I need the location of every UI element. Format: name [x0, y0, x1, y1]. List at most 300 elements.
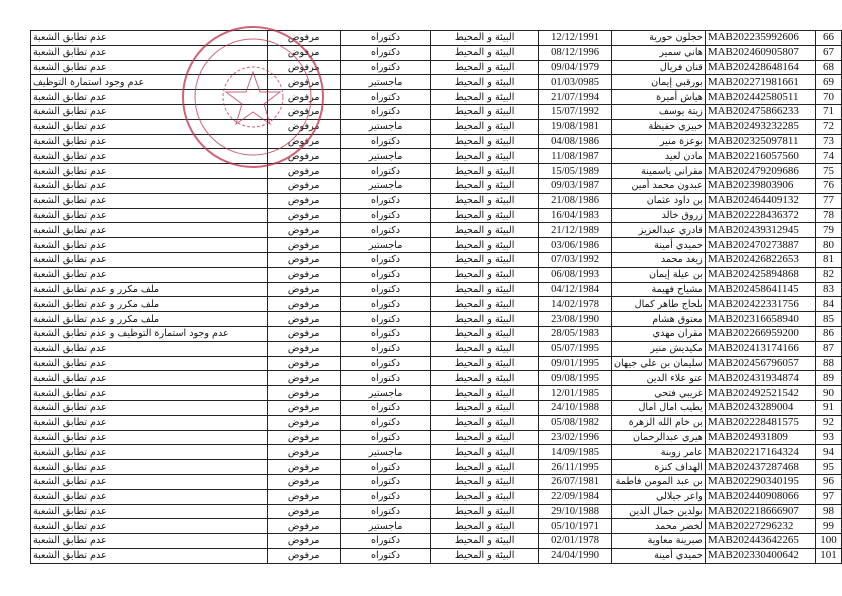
note-cell: عدم تطابق الشعبة	[31, 252, 268, 267]
table-row	[31, 238, 842, 253]
specialty-cell: البيئة و المحيط	[431, 178, 539, 193]
degree-cell: دكتوراه	[340, 282, 430, 297]
note-cell: عدم تطابق الشعبة	[31, 386, 268, 401]
row-number-cell: 100	[815, 534, 841, 549]
table-row	[31, 430, 842, 445]
note-cell: عدم تطابق الشعبة	[31, 45, 268, 60]
specialty-cell: البيئة و المحيط	[431, 149, 539, 164]
birth-date-cell: 19/08/1981	[539, 119, 612, 134]
decision-cell: مرفوض	[267, 297, 340, 312]
birth-date-cell: 22/09/1984	[539, 489, 612, 504]
table-row	[31, 474, 842, 489]
note-cell: عدم تطابق الشعبة	[31, 267, 268, 282]
file-code-cell: MAB202218666907	[705, 504, 815, 519]
name-cell: مقراني ياسمينة	[611, 164, 705, 179]
row-number-cell: 79	[815, 223, 841, 238]
row-number-cell: 70	[815, 90, 841, 105]
specialty-cell: البيئة و المحيط	[431, 312, 539, 327]
specialty-cell: البيئة و المحيط	[431, 193, 539, 208]
decision-cell: مرفوض	[267, 119, 340, 134]
name-cell: مكيديش منير	[611, 341, 705, 356]
table-row	[31, 90, 842, 105]
decision-cell: مرفوض	[267, 45, 340, 60]
file-code-cell: MAB202422331756	[705, 297, 815, 312]
name-cell: لخضر محمد	[611, 519, 705, 534]
note-cell: عدم تطابق الشعبة	[31, 90, 268, 105]
name-cell: زيغد محمد	[611, 252, 705, 267]
birth-date-cell: 09/03/1987	[539, 178, 612, 193]
row-number-cell: 66	[815, 31, 841, 46]
table-row	[31, 341, 842, 356]
row-number-cell: 99	[815, 519, 841, 534]
table-row	[31, 548, 842, 563]
note-cell: عدم تطابق الشعبة	[31, 178, 268, 193]
birth-date-cell: 23/02/1996	[539, 430, 612, 445]
birth-date-cell: 21/12/1989	[539, 223, 612, 238]
note-cell: عدم تطابق الشعبة	[31, 104, 268, 119]
decision-cell: مرفوض	[267, 252, 340, 267]
degree-cell: دكتوراه	[340, 534, 430, 549]
note-cell: عدم تطابق الشعبة	[31, 134, 268, 149]
specialty-cell: البيئة و المحيط	[431, 252, 539, 267]
decision-cell: مرفوض	[267, 31, 340, 46]
row-number-cell: 94	[815, 445, 841, 460]
degree-cell: دكتوراه	[340, 193, 430, 208]
decision-cell: مرفوض	[267, 75, 340, 90]
specialty-cell: البيئة و المحيط	[431, 548, 539, 563]
table-row	[31, 45, 842, 60]
row-number-cell: 96	[815, 474, 841, 489]
decision-cell: مرفوض	[267, 548, 340, 563]
decision-cell: مرفوض	[267, 489, 340, 504]
decision-cell: مرفوض	[267, 341, 340, 356]
file-code-cell: MAB202216057560	[705, 149, 815, 164]
table-row	[31, 208, 842, 223]
birth-date-cell: 12/12/1991	[539, 31, 612, 46]
specialty-cell: البيئة و المحيط	[431, 460, 539, 475]
file-code-cell: MAB202228436372	[705, 208, 815, 223]
row-number-cell: 72	[815, 119, 841, 134]
note-cell: عدم تطابق الشعبة	[31, 238, 268, 253]
name-cell: عبدون محمد أمين	[611, 178, 705, 193]
name-cell: سليمان بن علي جيهان	[611, 356, 705, 371]
decision-cell: مرفوض	[267, 312, 340, 327]
table-row	[31, 31, 842, 46]
birth-date-cell: 08/12/1996	[539, 45, 612, 60]
table-row	[31, 445, 842, 460]
name-cell: بوعزة منير	[611, 134, 705, 149]
note-cell: عدم تطابق الشعبة	[31, 504, 268, 519]
degree-cell: ماجستير	[340, 386, 430, 401]
decision-cell: مرفوض	[267, 282, 340, 297]
specialty-cell: البيئة و المحيط	[431, 519, 539, 534]
degree-cell: دكتوراه	[340, 45, 430, 60]
row-number-cell: 87	[815, 341, 841, 356]
name-cell: صبرينة معاوية	[611, 534, 705, 549]
birth-date-cell: 23/08/1990	[539, 312, 612, 327]
row-number-cell: 86	[815, 326, 841, 341]
table-row	[31, 326, 842, 341]
file-code-cell: MAB202330400642	[705, 548, 815, 563]
decision-cell: مرفوض	[267, 267, 340, 282]
note-cell: ملف مكرر و عدم تطابق الشعبة	[31, 312, 268, 327]
file-code-cell: MAB202271981661	[705, 75, 815, 90]
file-code-cell: MAB202440908066	[705, 489, 815, 504]
file-code-cell: MAB202437287468	[705, 460, 815, 475]
file-code-cell: MAB202492521542	[705, 386, 815, 401]
specialty-cell: البيئة و المحيط	[431, 164, 539, 179]
decision-cell: مرفوض	[267, 60, 340, 75]
specialty-cell: البيئة و المحيط	[431, 415, 539, 430]
decision-cell: مرفوض	[267, 386, 340, 401]
file-code-cell: MAB202290340195	[705, 474, 815, 489]
row-number-cell: 83	[815, 282, 841, 297]
name-cell: مادن لعيد	[611, 149, 705, 164]
table-row	[31, 371, 842, 386]
birth-date-cell: 26/11/1995	[539, 460, 612, 475]
degree-cell: دكتوراه	[340, 252, 430, 267]
name-cell: حميدي أمينة	[611, 238, 705, 253]
name-cell: هاني سمير	[611, 45, 705, 60]
degree-cell: ماجستير	[340, 519, 430, 534]
file-code-cell: MAB20227296232	[705, 519, 815, 534]
decision-cell: مرفوض	[267, 90, 340, 105]
file-code-cell: MAB202431934874	[705, 371, 815, 386]
table-row	[31, 400, 842, 415]
birth-date-cell: 09/04/1979	[539, 60, 612, 75]
name-cell: بن خام الله الزهرة	[611, 415, 705, 430]
specialty-cell: البيئة و المحيط	[431, 430, 539, 445]
table-row	[31, 193, 842, 208]
degree-cell: دكتوراه	[340, 400, 430, 415]
note-cell: ملف مكرر و عدم تطابق الشعبة	[31, 297, 268, 312]
note-cell: عدم تطابق الشعبة	[31, 149, 268, 164]
birth-date-cell: 15/07/1992	[539, 104, 612, 119]
note-cell: عدم تطابق الشعبة	[31, 119, 268, 134]
row-number-cell: 85	[815, 312, 841, 327]
birth-date-cell: 28/05/1983	[539, 326, 612, 341]
name-cell: عتو علاء الدين	[611, 371, 705, 386]
file-code-cell: MAB202442580511	[705, 90, 815, 105]
file-code-cell: MAB2024931809	[705, 430, 815, 445]
file-code-cell: MAB202456796057	[705, 356, 815, 371]
degree-cell: ماجستير	[340, 445, 430, 460]
table-row	[31, 164, 842, 179]
row-number-cell: 89	[815, 371, 841, 386]
file-code-cell: MAB202443642265	[705, 534, 815, 549]
decision-cell: مرفوض	[267, 445, 340, 460]
birth-date-cell: 05/10/1971	[539, 519, 612, 534]
birth-date-cell: 04/12/1984	[539, 282, 612, 297]
name-cell: قادري عبدالعزيز	[611, 223, 705, 238]
name-cell: هياش أميرة	[611, 90, 705, 105]
table-row	[31, 178, 842, 193]
specialty-cell: البيئة و المحيط	[431, 119, 539, 134]
specialty-cell: البيئة و المحيط	[431, 104, 539, 119]
decision-cell: مرفوض	[267, 400, 340, 415]
table-row	[31, 252, 842, 267]
name-cell: مقران مهدي	[611, 326, 705, 341]
note-cell: عدم وجود استمارة التوظيف	[31, 75, 268, 90]
decision-cell: مرفوض	[267, 164, 340, 179]
row-number-cell: 68	[815, 60, 841, 75]
note-cell: عدم تطابق الشعبة	[31, 193, 268, 208]
file-code-cell: MAB202217164324	[705, 445, 815, 460]
degree-cell: ماجستير	[340, 75, 430, 90]
file-code-cell: MAB202426822653	[705, 252, 815, 267]
file-code-cell: MAB202479209686	[705, 164, 815, 179]
decision-cell: مرفوض	[267, 134, 340, 149]
birth-date-cell: 07/03/1992	[539, 252, 612, 267]
decision-cell: مرفوض	[267, 371, 340, 386]
birth-date-cell: 24/10/1988	[539, 400, 612, 415]
name-cell: عامر زوبنة	[611, 445, 705, 460]
note-cell: ملف مكرر و عدم تطابق الشعبة	[31, 282, 268, 297]
degree-cell: دكتوراه	[340, 31, 430, 46]
note-cell: عدم تطابق الشعبة	[31, 356, 268, 371]
degree-cell: دكتوراه	[340, 415, 430, 430]
decision-cell: مرفوض	[267, 208, 340, 223]
degree-cell: دكتوراه	[340, 60, 430, 75]
specialty-cell: البيئة و المحيط	[431, 134, 539, 149]
name-cell: بولدين جمال الدين	[611, 504, 705, 519]
row-number-cell: 97	[815, 489, 841, 504]
file-code-cell: MAB202428648164	[705, 60, 815, 75]
name-cell: زيتة يوسف	[611, 104, 705, 119]
birth-date-cell: 12/01/1985	[539, 386, 612, 401]
specialty-cell: البيئة و المحيط	[431, 90, 539, 105]
birth-date-cell: 16/04/1983	[539, 208, 612, 223]
note-cell: عدم وجود استمارة التوظيف و عدم تطابق الشعبة	[31, 326, 268, 341]
birth-date-cell: 09/01/1995	[539, 356, 612, 371]
specialty-cell: البيئة و المحيط	[431, 534, 539, 549]
specialty-cell: البيئة و المحيط	[431, 371, 539, 386]
birth-date-cell: 01/03/0985	[539, 75, 612, 90]
note-cell: عدم تطابق الشعبة	[31, 445, 268, 460]
row-number-cell: 71	[815, 104, 841, 119]
specialty-cell: البيئة و المحيط	[431, 267, 539, 282]
note-cell: عدم تطابق الشعبة	[31, 474, 268, 489]
row-number-cell: 93	[815, 430, 841, 445]
file-code-cell: MAB202439312945	[705, 223, 815, 238]
degree-cell: دكتوراه	[340, 134, 430, 149]
row-number-cell: 98	[815, 504, 841, 519]
table-row	[31, 282, 842, 297]
specialty-cell: البيئة و المحيط	[431, 504, 539, 519]
specialty-cell: البيئة و المحيط	[431, 326, 539, 341]
degree-cell: دكتوراه	[340, 297, 430, 312]
degree-cell: دكتوراه	[340, 460, 430, 475]
table-row	[31, 119, 842, 134]
note-cell: عدم تطابق الشعبة	[31, 489, 268, 504]
birth-date-cell: 04/08/1986	[539, 134, 612, 149]
table-row	[31, 312, 842, 327]
row-number-cell: 73	[815, 134, 841, 149]
specialty-cell: البيئة و المحيط	[431, 223, 539, 238]
decision-cell: مرفوض	[267, 193, 340, 208]
birth-date-cell: 02/01/1978	[539, 534, 612, 549]
file-code-cell: MAB20243289004	[705, 400, 815, 415]
row-number-cell: 101	[815, 548, 841, 563]
name-cell: حميدي أمينة	[611, 548, 705, 563]
file-code-cell: MAB20239803906	[705, 178, 815, 193]
note-cell: عدم تطابق الشعبة	[31, 548, 268, 563]
birth-date-cell: 26/07/1981	[539, 474, 612, 489]
note-cell: عدم تطابق الشعبة	[31, 164, 268, 179]
birth-date-cell: 05/08/1982	[539, 415, 612, 430]
specialty-cell: البيئة و المحيط	[431, 297, 539, 312]
table-row	[31, 223, 842, 238]
row-number-cell: 90	[815, 386, 841, 401]
row-number-cell: 81	[815, 252, 841, 267]
row-number-cell: 74	[815, 149, 841, 164]
name-cell: غريبي فتحي	[611, 386, 705, 401]
table-row	[31, 386, 842, 401]
specialty-cell: البيئة و المحيط	[431, 356, 539, 371]
row-number-cell: 84	[815, 297, 841, 312]
row-number-cell: 77	[815, 193, 841, 208]
table-row	[31, 356, 842, 371]
file-code-cell: MAB202475866233	[705, 104, 815, 119]
file-code-cell: MAB202493232285	[705, 119, 815, 134]
birth-date-cell: 05/07/1995	[539, 341, 612, 356]
name-cell: بن عيلة إيمان	[611, 267, 705, 282]
candidates-table	[30, 30, 842, 564]
specialty-cell: البيئة و المحيط	[431, 445, 539, 460]
specialty-cell: البيئة و المحيط	[431, 386, 539, 401]
degree-cell: دكتوراه	[340, 104, 430, 119]
decision-cell: مرفوض	[267, 460, 340, 475]
degree-cell: ماجستير	[340, 238, 430, 253]
table-row	[31, 489, 842, 504]
note-cell: عدم تطابق الشعبة	[31, 415, 268, 430]
note-cell: عدم تطابق الشعبة	[31, 371, 268, 386]
degree-cell: دكتوراه	[340, 312, 430, 327]
file-code-cell: MAB202464409132	[705, 193, 815, 208]
specialty-cell: البيئة و المحيط	[431, 238, 539, 253]
specialty-cell: البيئة و المحيط	[431, 282, 539, 297]
note-cell: عدم تطابق الشعبة	[31, 534, 268, 549]
degree-cell: دكتوراه	[340, 548, 430, 563]
candidates-table-body	[31, 31, 842, 564]
specialty-cell: البيئة و المحيط	[431, 60, 539, 75]
degree-cell: دكتوراه	[340, 164, 430, 179]
note-cell: عدم تطابق الشعبة	[31, 460, 268, 475]
name-cell: زروق خالد	[611, 208, 705, 223]
degree-cell: دكتوراه	[340, 474, 430, 489]
note-cell: عدم تطابق الشعبة	[31, 223, 268, 238]
degree-cell: دكتوراه	[340, 430, 430, 445]
name-cell: هيري عبدالرحمان	[611, 430, 705, 445]
name-cell: معتوق هشام	[611, 312, 705, 327]
file-code-cell: MAB202458641145	[705, 282, 815, 297]
file-code-cell: MAB202316658940	[705, 312, 815, 327]
decision-cell: مرفوض	[267, 326, 340, 341]
degree-cell: دكتوراه	[340, 326, 430, 341]
file-code-cell: MAB202413174166	[705, 341, 815, 356]
table-row	[31, 267, 842, 282]
decision-cell: مرفوض	[267, 223, 340, 238]
row-number-cell: 75	[815, 164, 841, 179]
decision-cell: مرفوض	[267, 415, 340, 430]
file-code-cell: MAB202325097811	[705, 134, 815, 149]
decision-cell: مرفوض	[267, 238, 340, 253]
degree-cell: دكتوراه	[340, 356, 430, 371]
birth-date-cell: 24/04/1990	[539, 548, 612, 563]
row-number-cell: 67	[815, 45, 841, 60]
name-cell: مشياح فهيمة	[611, 282, 705, 297]
birth-date-cell: 14/09/1985	[539, 445, 612, 460]
row-number-cell: 78	[815, 208, 841, 223]
row-number-cell: 80	[815, 238, 841, 253]
row-number-cell: 76	[815, 178, 841, 193]
decision-cell: مرفوض	[267, 534, 340, 549]
degree-cell: دكتوراه	[340, 90, 430, 105]
file-code-cell: MAB202425894868	[705, 267, 815, 282]
name-cell: حجلون حورية	[611, 31, 705, 46]
birth-date-cell: 14/02/1978	[539, 297, 612, 312]
decision-cell: مرفوض	[267, 474, 340, 489]
name-cell: بورقبي إيمان	[611, 75, 705, 90]
specialty-cell: البيئة و المحيط	[431, 489, 539, 504]
name-cell: واعر جيلالي	[611, 489, 705, 504]
note-cell: عدم تطابق الشعبة	[31, 519, 268, 534]
table-row	[31, 460, 842, 475]
row-number-cell: 88	[815, 356, 841, 371]
note-cell: عدم تطابق الشعبة	[31, 341, 268, 356]
table-row	[31, 297, 842, 312]
decision-cell: مرفوض	[267, 356, 340, 371]
degree-cell: دكتوراه	[340, 371, 430, 386]
note-cell: عدم تطابق الشعبة	[31, 31, 268, 46]
specialty-cell: البيئة و المحيط	[431, 341, 539, 356]
note-cell: عدم تطابق الشعبة	[31, 60, 268, 75]
decision-cell: مرفوض	[267, 430, 340, 445]
birth-date-cell: 15/05/1989	[539, 164, 612, 179]
specialty-cell: البيئة و المحيط	[431, 208, 539, 223]
file-code-cell: MAB202266959200	[705, 326, 815, 341]
birth-date-cell: 09/08/1995	[539, 371, 612, 386]
specialty-cell: البيئة و المحيط	[431, 45, 539, 60]
decision-cell: مرفوض	[267, 504, 340, 519]
specialty-cell: البيئة و المحيط	[431, 474, 539, 489]
name-cell: الهداف كنزة	[611, 460, 705, 475]
degree-cell: ماجستير	[340, 178, 430, 193]
table-row	[31, 519, 842, 534]
row-number-cell: 92	[815, 415, 841, 430]
specialty-cell: البيئة و المحيط	[431, 31, 539, 46]
row-number-cell: 82	[815, 267, 841, 282]
name-cell: خبيزي حفيظة	[611, 119, 705, 134]
degree-cell: دكتوراه	[340, 504, 430, 519]
table-row	[31, 60, 842, 75]
name-cell: قنان فريال	[611, 60, 705, 75]
birth-date-cell: 06/08/1993	[539, 267, 612, 282]
table-row	[31, 534, 842, 549]
row-number-cell: 91	[815, 400, 841, 415]
birth-date-cell: 21/08/1986	[539, 193, 612, 208]
decision-cell: مرفوض	[267, 178, 340, 193]
table-row	[31, 504, 842, 519]
table-row	[31, 134, 842, 149]
specialty-cell: البيئة و المحيط	[431, 75, 539, 90]
degree-cell: دكتوراه	[340, 267, 430, 282]
birth-date-cell: 03/06/1986	[539, 238, 612, 253]
file-code-cell: MAB202460905807	[705, 45, 815, 60]
name-cell: بلحاج طاهر كمال	[611, 297, 705, 312]
table-row	[31, 415, 842, 430]
row-number-cell: 69	[815, 75, 841, 90]
